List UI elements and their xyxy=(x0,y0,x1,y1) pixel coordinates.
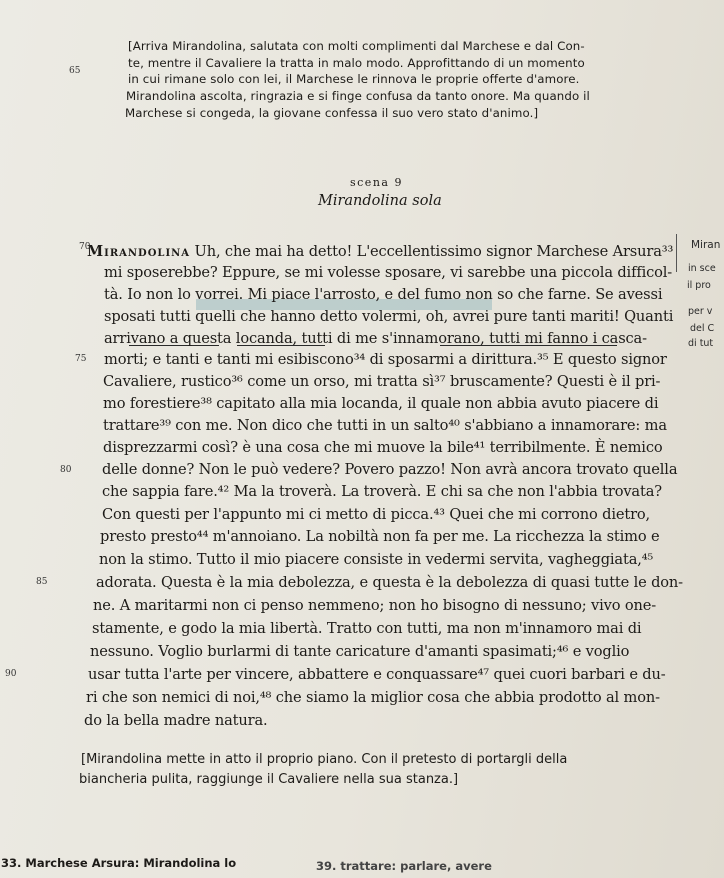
footnote-text: 39. trattare: parlare, avere xyxy=(316,859,492,873)
intro-line: in cui rimane solo con lei, il Marchese le rinnova le proprie offerte d'amore. xyxy=(128,72,580,86)
monologue-first-line xyxy=(87,243,673,260)
verse-line: adorata. Questa è la mia debolezza, e questa è la debolezza di quasi tutte le don- xyxy=(96,574,683,591)
verse-line: morti; e tanti e tanti mi esibiscono³⁴ di sposarmi a dirittura.³⁵ E questo signor xyxy=(104,351,667,368)
stage-line: [Mirandolina mette in atto il proprio piano. Con il pretesto di portargli della xyxy=(81,752,568,767)
verse-line: delle donne? Non le può vedere? Povero pazzo! Non avrà ancora trovato quella xyxy=(102,461,678,478)
footnote xyxy=(316,859,492,873)
line-number: 85 xyxy=(36,577,48,587)
verse-line: Con questi per l'appunto mi ci metto di picca.⁴³ Quei che mi corrono dietro, xyxy=(102,506,651,523)
intro-line: Marchese si congeda, la giovane confessa il suo vero stato d'animo.] xyxy=(125,106,539,120)
verse-line: ne. A maritarmi non ci penso nemmeno; non ho bisogno di nessuno; vivo one- xyxy=(93,597,656,614)
verse-text: Uh, che mai ha detto! L'eccellentissimo signor Marchese Arsura³³ xyxy=(194,243,674,260)
verse-line: ri che son nemici di noi,⁴⁸ che siamo la miglior cosa che abbia prodotto al mon- xyxy=(86,689,660,706)
intro-line: Mirandolina ascolta, ringrazia e si finge confusa da tanto onore. Ma quando il xyxy=(126,89,590,103)
stage-line: biancheria pulita, raggiunge il Cavaliere nella sua stanza.] xyxy=(79,772,459,787)
verse-line: tà. Io non lo vorrei. Mi piace l'arrosto, e del fumo non so che farne. Se avessi xyxy=(104,286,663,303)
line-number: 80 xyxy=(60,465,72,475)
verse-line: nessuno. Voglio burlarmi di tante caricature d'amanti spasimati;⁴⁶ e voglio xyxy=(90,643,630,660)
verse-line: arrivano a questa locanda, tutti di me s'innamorano, tutti mi fanno i casca- xyxy=(104,330,647,347)
verse-line: mo forestiere³⁸ capitato alla mia locanda, il quale non abbia avuto piacere di xyxy=(103,395,659,412)
verse-line: stamente, e godo la mia libertà. Tratto con tutti, ma non m'innamoro mai di xyxy=(92,620,642,637)
speaker-name: Mirandolina xyxy=(87,243,191,260)
verse-line: usar tutta l'arte per vincere, abbattere e conquassare⁴⁷ quei cuori barbari e du- xyxy=(88,666,666,683)
intro-line: [Arriva Mirandolina, salutata con molti complimenti dal Marchese e dal Con- xyxy=(128,39,585,53)
verse-line: presto presto⁴⁴ m'annoiano. La nobiltà non fa per me. La ricchezza la stimo e xyxy=(100,528,660,545)
margin-note: in sce xyxy=(688,263,716,274)
verse-line: Cavaliere, rustico³⁶ come un orso, mi tratta sì³⁷ bruscamente? Questi è il pri- xyxy=(103,373,661,390)
verse-line: disprezzarmi così? è una cosa che mi muove la bile⁴¹ terribilmente. È nemico xyxy=(103,439,663,456)
verse-line: sposati tutti quelli che hanno detto volermi, oh, avrei pure tanti mariti! Quanti xyxy=(104,308,674,325)
margin-note: per v xyxy=(688,306,713,317)
verse-line: trattare³⁹ con me. Non dico che tutti in un salto⁴⁰ s'abbiano a innamorare: ma xyxy=(103,417,667,434)
scene-title: scena 9 xyxy=(350,176,403,189)
verse-line: mi sposerebbe? Eppure, se mi volesse sposare, vi sarebbe una piccola difficol- xyxy=(104,264,673,281)
line-number: 75 xyxy=(75,354,87,364)
margin-rule xyxy=(676,234,677,272)
margin-note: Miran xyxy=(691,239,721,251)
line-number: 90 xyxy=(5,669,17,679)
intro-line: te, mentre il Cavaliere la tratta in malo modo. Approfittando di un momento xyxy=(128,56,585,70)
scene-subtitle: Mirandolina sola xyxy=(318,193,442,209)
margin-note: il pro xyxy=(687,280,711,291)
verse-line: do la bella madre natura. xyxy=(84,712,268,729)
line-number: 65 xyxy=(69,66,81,76)
margin-note: di tut xyxy=(688,338,714,349)
verse-line: che sappia fare.⁴² Ma la troverà. La troverà. E chi sa che non l'abbia trovata? xyxy=(102,483,662,500)
line-number: 70 xyxy=(79,242,91,252)
footnote: 33. Marchese Arsura: Mirandolina lo xyxy=(1,856,237,870)
verse-line: non la stimo. Tutto il mio piacere consiste in vedermi servita, vagheggiata,⁴⁵ xyxy=(99,551,654,568)
margin-note: del C xyxy=(690,323,715,334)
